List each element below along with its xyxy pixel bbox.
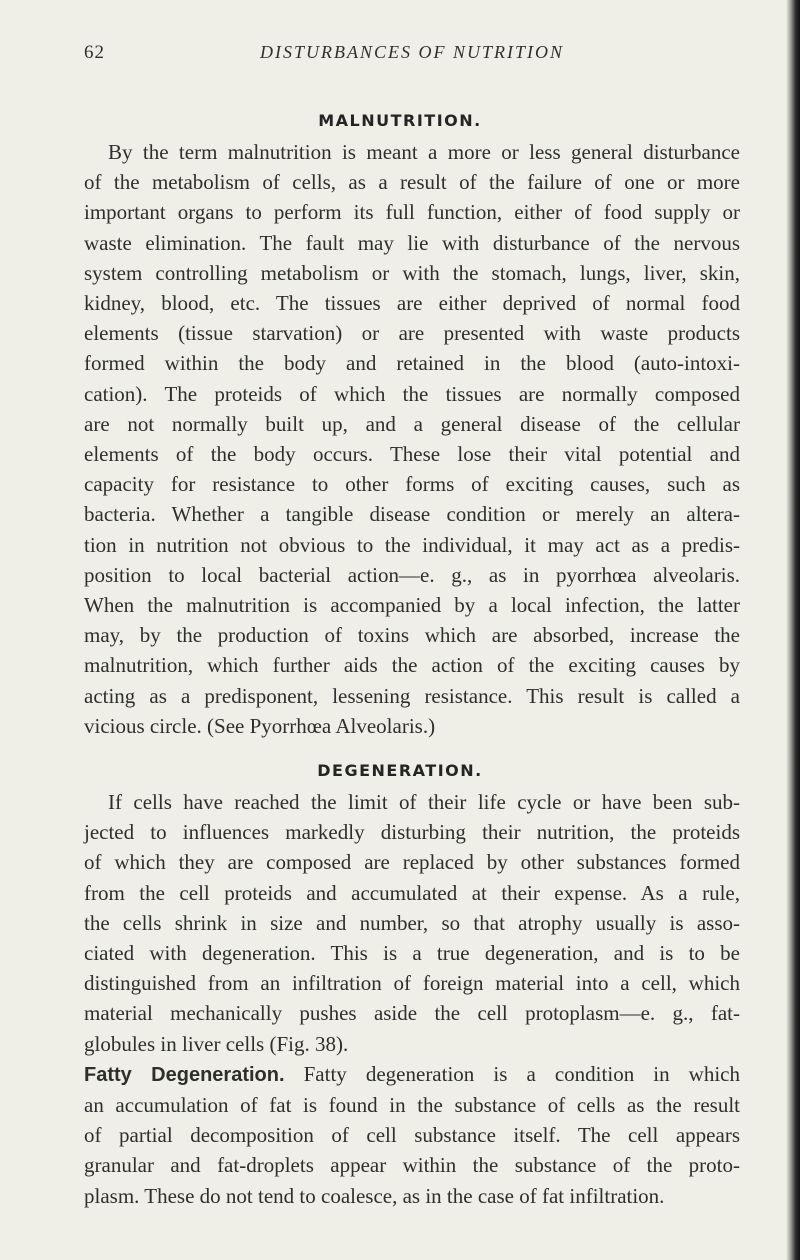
text-line: vicious circle. (See Pyorrhœa Alveolaris.) [84,713,436,738]
text-line: important organs to perform its full function, either of food supply or [84,200,740,225]
running-head [84,42,604,72]
text-line: position to local bacterial action—e. g., as in pyorrhœa alveolaris. [84,562,740,587]
paragraph-malnutrition [84,137,740,741]
text-line: globules in liver cells (Fig. 38). [84,1031,349,1056]
text-line: waste elimination. The fault may lie with disturbance of the nervous [84,230,740,255]
text-line: granular and fat-droplets appear within the substance of the proto- [84,1153,740,1178]
section-heading-degeneration: DEGENERATION. [317,761,483,780]
text-line: distinguished from an infiltration of foreign material into a cell, which [84,971,740,996]
text-line: may, by the production of toxins which are absorbed, increase the [84,623,740,648]
running-title: DISTURBANCES OF NUTRITION [260,42,565,62]
page-edge-shadow [786,0,800,1260]
text-line: of the metabolism of cells, as a result of the failure of one or more [84,170,740,195]
text-line: elements of the body occurs. These lose their vital potential and [84,442,740,467]
text-line: formed within the body and retained in the blood (auto-intoxi- [84,351,740,376]
text-line: of partial decomposition of cell substance itself. The cell appears [84,1123,740,1148]
text-run: Fatty degeneration is a condition in which [303,1061,740,1086]
text-line: an accumulation of fat is found in the substance of cells as the result [84,1093,740,1118]
text-line: are not normally built up, and a general disease of the cellular [84,411,740,436]
text-line: the cells shrink in size and number, so that atrophy usually is asso- [84,910,740,935]
text-line: jected to influences markedly disturbing their nutrition, the proteids [84,820,740,845]
text-line: By the term malnutrition is meant a more or less general disturbance [108,140,740,164]
text-line: system controlling metabolism or with the stomach, lungs, liver, skin, [84,260,740,285]
text-line: elements (tissue starvation) or are presented with waste products [84,321,740,346]
text-line: plasm. These do not tend to coalesce, as in the case of fat infiltration. [84,1183,665,1208]
text-line: kidney, blood, etc. The tissues are either deprived of normal food [84,291,740,316]
text-line: malnutrition, which further aids the action of the exciting causes by [84,653,740,678]
text-line: from the cell proteids and accumulated at their expense. As a rule, [84,880,740,905]
text-line: acting as a predisponent, lessening resistance. This result is called a [84,683,740,708]
text-line: material mechanically pushes aside the cell protoplasm—e. g., fat- [84,1001,740,1026]
paragraph-degeneration [84,787,740,1211]
text-line: capacity for resistance to other forms of exciting causes, such as [84,472,740,497]
side-heading-fatty-degeneration: Fatty Degeneration. [84,1063,285,1086]
text-line: of which they are composed are replaced by other substances formed [84,850,740,875]
text-line: ciated with degeneration. This is a true degeneration, and is to be [84,941,740,966]
text-line: cation). The proteids of which the tissues are normally composed [84,381,740,406]
text-line: If cells have reached the limit of their life cycle or have been sub- [108,790,740,814]
page-number: 62 [84,42,105,63]
text-line: When the malnutrition is accompanied by a local infection, the latter [84,593,740,618]
section-heading-malnutrition: MALNUTRITION. [318,111,482,130]
text-line: bacteria. Whether a tangible disease condition or merely an altera- [84,502,740,527]
fatty-degeneration-first-line [84,1059,740,1090]
text-line: tion in nutrition not obvious to the individual, it may act as a predis- [84,532,740,557]
